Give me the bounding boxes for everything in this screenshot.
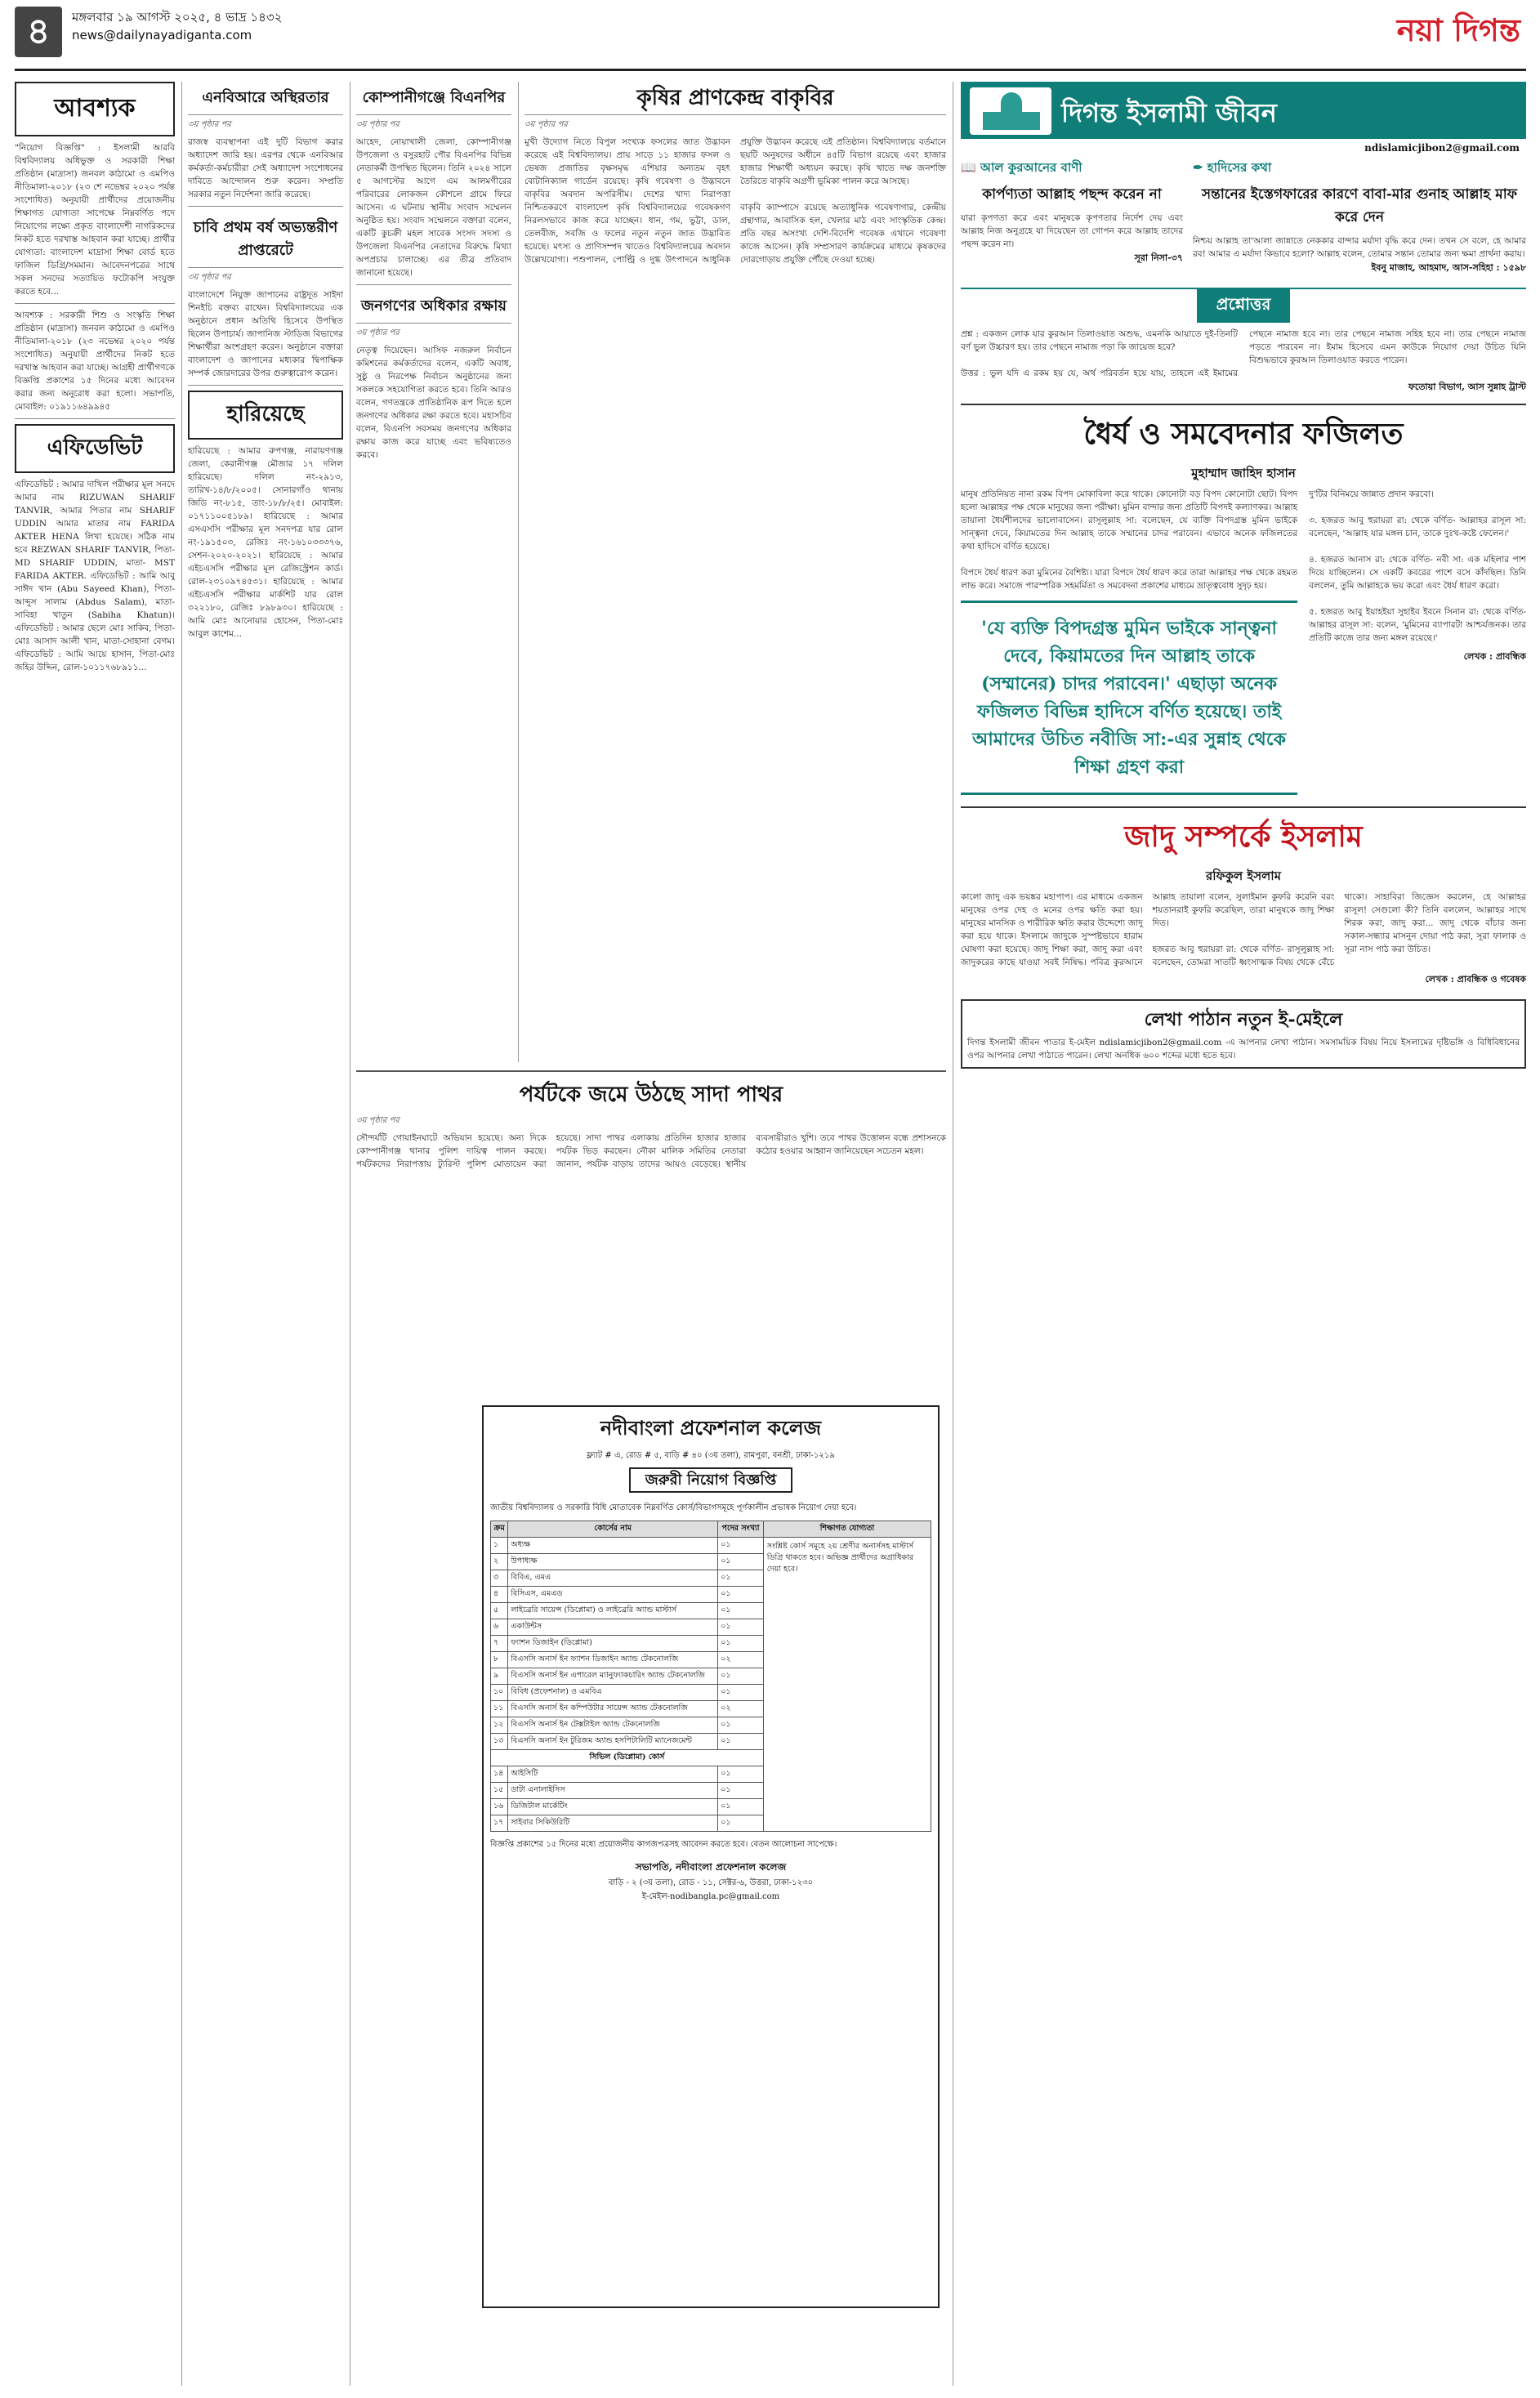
table-cell: বিএসসি অনার্স ইন কম্পিউটার সায়েন্স অ্যান্ড টেকনোলজি [508,1701,718,1717]
table-cell: ১ [491,1538,508,1554]
ad-institution: নদীবাংলা প্রফেশনাল কলেজ [600,1416,822,1440]
hadith-box [1193,159,1529,276]
table-row [491,1766,764,1783]
ad-address: ফ্ল্যাট # এ, রোড # ৫, বাড়ি # ৪০ (৩য় তলা), রামপুরা, বনশ্রী, ঢাকা-১২১৯ [587,1451,835,1460]
news-column-3 [356,82,515,1062]
ad-title: জরুরী নিয়োগ বিজ্ঞপ্তি [629,1467,793,1493]
table-row [491,1685,764,1701]
table-cell: বিএসসি অনার্স ইন টুরিজম অ্যান্ড হসপিটালিটি ম্যানেজমেন্ট [508,1734,718,1750]
continuation-note: ৩য় পৃষ্ঠার পর [356,120,400,129]
article-author: রফিকুল ইসলাম [1206,869,1281,883]
islamic-life-section [961,82,1529,2386]
table-row [491,1815,764,1832]
table-cell: ১৫ [491,1783,508,1799]
hadith-title: সন্তানের ইস্তেগফারের কারণে বাবা-মার গুনাহ আল্লাহ মাফ করে দেন [1201,186,1518,226]
table-row [491,1538,764,1554]
table-row [491,1587,764,1603]
table-cell: ০১ [718,1554,764,1570]
headline-companiganj: কোম্পানীগঞ্জে বিএনপির [356,82,511,115]
continuation-note: ৩য় পৃষ্ঠার পর [188,120,231,129]
page-number: ৪ [15,7,62,57]
table-cell: ৮ [491,1652,508,1668]
headline-nbr: এনবিআরে অস্থিরতার [188,82,343,115]
book-icon-label: 📖 আল কুরআনের বাণী [961,160,1082,175]
ad-intro: জাতীয় বিশ্ববিদ্যালয় ও সরকারি বিধি মোতাবেক নিম্নবর্ণিত কোর্স/বিভাগসমূহে পূর্ণকালীন প্রভাষক নিয়োগ দেয়া হবে। [490,1503,857,1512]
ad-signoff: সভাপতি, নদীবাংলা প্রফেশনাল কলেজ [635,1861,787,1873]
job-advertisement [482,1405,940,2308]
notice-text: "নিয়োগ বিজ্ঞপ্তি" : ইসলামী আরবি বিশ্ববিদ্যালয় অধিভুক্ত ও সরকারী শিক্ষা প্রতিষ্ঠান (মাদ্রাসা) জনবল কাঠামো ও এমপিও নীতিমালা-২০১৮ (২৩ শে নভেম্বর ২০২০ পর্যন্ত সংশোধিত) অনুযায়ী প্রার্থীদের প্রয়োজনীয় শিক্ষাগত যোগ্যতা সাপেক্ষে নিম্নবর্ণিত পদে নিয়োগের লক্ষ্যে প্রকৃত বাংলাদেশী নাগরিকদের নিকট হতে দরখাস্ত আহবান করা যাচ্ছে। প্রার্থীর যোগ্যতা: বাংলাদেশ মাদ্রাসা শিক্ষা বোর্ড হতে ফাজিল ডিগ্রি/সমমান। আবেদনপত্রের সাথে সকল সনদের সত্যায়িত ফটোকপি সংযুক্ত করতে হবে... [15,143,178,297]
article-author: মুহাম্মাদ জাহিদ হাসান [1191,466,1296,480]
send-article-title: লেখা পাঠান নতুন ই-মেইলে [1144,1009,1343,1030]
news-column-2 [188,82,346,2386]
table-cell: ০১ [718,1603,764,1619]
table-cell: ১৩ [491,1734,508,1750]
table-row [491,1636,764,1652]
table-cell: বিএসসি অনার্স ইন এপারেল ম্যানুফ্যাকচারিং অ্যান্ড টেকনোলজি [508,1668,718,1685]
affidavit-text: এফিডেভিট : আমার দাখিল পরীক্ষার মূল সনদে আমার নাম RIZUWAN SHARIF TANVIR, আমার পিতার নাম SHARIF UDDIN আমার মাতার নাম FARIDA AKTER HENA লিখা হয়েছে। সঠিক নাম হবে REZWAN SHARIF TANVIR, পিতা- MD SHARIF UDDIN, মাতা- MST FARIDA AKTER. এফিডেভিট : আমি আবু সাঈদ খান (Abu Sayeed Khan), পিতা- আব্দুস সালাম (Abdus Salam), মাতা- সাবিহা খাতুন (Sabiha Khatun)। এফিডেভিট : আমার ছেলে মোঃ সাকিব, পিতা-মোঃ আসাদ আলী খান, মাতা-সোহানা বেগম। এফিডেভিট : আমি আয়ে হাসান, পিতা-মোঃ জহির উদ্দিন, রোল-১০১১৭৬৮৯১১... [15,480,178,672]
table-cell: ৪ [491,1587,508,1603]
hadith-text: নিশ্চয় আল্লাহ তা'আলা জান্নাতে নেককার বান্দার মর্যাদা বৃদ্ধি করে দেন। তখন সে বলে, হে আমার রব! আমার এ মর্যাদা কিভাবে হলো? আল্লাহ বলেন, তোমার সন্তান তোমার জন্য ক্ষমা প্রার্থনা করায়। [1193,236,1529,259]
news-story-sada-pathor [356,1078,949,1389]
article-body: দু'টির বিনিময়ে জান্নাত প্রদান করবো। ৩. হজরত আবু হুরায়রা রা: থেকে বর্ণিত- আল্লাহর রাসূল সা: বলেছেন, 'আল্লাহ যার মঙ্গল চান, তাকে দুঃখ-কষ্টে ফেলেন।' ৪. হজরত আনাস রা: থেকে বর্ণিত- নবী সা: এক মহিলার পাশ দিয়ে যাচ্ছিলেন। সে একটি কবরের পাশে বসে কাঁদছিল। তিনি বললেন, তুমি আল্লাহকে ভয় করো এবং ধৈর্য ধারণ করো। ৫. হজরত আবু ইয়াহইয়া সুহাইব ইবনে সিনান রা: থেকে বর্ণিত- আল্লাহর রাসূল সা: বলেন, 'মুমিনের ব্যাপারটা আশ্চর্যজনক। তার প্রতিটি কাজে তার জন্য মঙ্গল রয়েছে।' [1309,489,1526,643]
table-row [491,1783,764,1799]
table-cell: ০১ [718,1685,764,1701]
table-cell: ০২ [718,1701,764,1717]
table-cell: বিবিধ (প্রফেশনাল) ও এমবিএ [508,1685,718,1701]
masthead-logo: নয়া দিগন্ত [1396,11,1520,48]
author-tag: লেখক : প্রাবন্ধিক ও গবেষক [1425,974,1526,985]
article-body: মুখী উদ্যোগ নিতে বিপুল সংখ্যক ফসলের জাত উদ্ভাবন করেছে এই বিশ্ববিদ্যালয়। প্রায় সাড়ে ১১ হাজার ফসল ও ভেষজ প্রজাতির বৃক্ষসমৃদ্ধ এশিয়ার অন্যতম বৃহৎ বোটানিক্যাল গার্ডেন রয়েছে। কৃষি গবেষণা ও উদ্ভাবনে বাকৃবির অবদান অপরিসীম। দেশের খাদ্য নিরাপত্তা নিশ্চিতকরণে বাংলাদেশ কৃষি বিশ্ববিদ্যালয়ের গবেষকগণ নিরলসভাবে কাজ করে যাচ্ছেন। ধান, গম, ভুট্টা, ডাল, তেলবীজ, সবজি ও ফলের নতুন নতুন জাত উদ্ভাবিত হয়েছে। মৎস্য ও প্রাণিসম্পদ খাতেও বিশ্ববিদ্যালয়ের অবদান উল্লেখযোগ্য। পশুপালন, পোল্ট্রি ও দুগ্ধ উৎপাদনে আধুনিক প্রযুক্তি উদ্ভাবন করেছে এই প্রতিষ্ঠান। বিশ্ববিদ্যালয়ে বর্তমানে ছয়টি অনুষদের অধীনে ৪৫টি বিভাগ রয়েছে এবং হাজার হাজার শিক্ষার্থী অধ্যয়ন করছে। কৃষি খাতে দক্ষ জনশক্তি তৈরিতে বাকৃবি অগ্রণী ভূমিকা পালন করে আসছে। বাকৃবি ক্যাম্পাসে রয়েছে অত্যাধুনিক গবেষণাগার, কেন্দ্রীয় গ্রন্থাগার, আবাসিক হল, খেলার মাঠ এবং সাংস্কৃতিক কেন্দ্র। প্রতি বছর অসংখ্য দেশি-বিদেশি গবেষক এখানে গবেষণা কাজে আসেন। কৃষি সম্প্রসারণ কার্যক্রমের মাধ্যমে কৃষকদের দোরগোড়ায় প্রযুক্তি পৌঁছে দেওয়া হচ্ছে। [524,137,946,265]
section-email[interactable]: ndislamicjibon2@gmail.com [1364,142,1520,154]
quran-title: কার্পণ্যতা আল্লাহ পছন্দ করেন না [982,186,1162,203]
column-rule [518,82,519,1062]
article-body: মানুষ প্রতিনিয়ত নানা রকম বিপদ মোকাবিলা করে থাকে। কোনোটা বড় বিপদ কোনোটা ছোট। বিপদ হলো আল্লাহর পক্ষ থেকে মানুষের জন্য পরীক্ষা। মুমিন বান্দার জন্য প্রতিটি বিপদই কল্যাণকর। আল্লাহ তায়ালা ধৈর্যশীলদের ভালোবাসেন। রাসূলুল্লাহ সা: বলেছেন, যে ব্যক্তি বিপদগ্রস্ত মুমিন ভাইকে সান্ত্বনা দেবে, কিয়ামতের দিন আল্লাহ তাকে সম্মানের চাদর পরাবেন। এভাবে অনেক ফজিলতের কথা হাদিসে বর্ণিত হয়েছে। বিপদে ধৈর্য ধারণ করা মুমিনের বৈশিষ্ট্য। যারা বিপদে ধৈর্য ধারণ করে তারা আল্লাহর পক্ষ থেকে রহমত লাভ করে। সমাজে পারস্পরিক সহমর্মিতা ও সমবেদনা প্রকাশের মাধ্যমে ভ্রাতৃত্ববোধ সুদৃঢ় হয়। [961,489,1298,591]
pull-quote: 'যে ব্যক্তি বিপদগ্রস্ত মুমিন ভাইকে সান্ত্বনা দেবে, কিয়ামতের দিন আল্লাহ তাকে (সম্মানের) চাদর পরাবেন।' এছাড়া অনেক ফজিলত বিভিন্ন হাদিসে বর্ণিত হয়েছে। তাই আমাদের উচিত নবীজি সা:-এর সুন্নাহ থেকে শিক্ষা গ্রহণ করা [961,601,1297,795]
article-body: সৌন্দর্যটি গোয়াইনঘাটে অভিযান হয়েছে। অন্য দিকে কোম্পানীগঞ্জ থানার পুলিশ দায়িত্ব পালন করছে। পর্যটকদের নিরাপত্তায় ট্যুরিস্ট পুলিশ মোতায়েন করা হয়েছে। সাদা পাথর এলাকায় প্রতিদিন হাজার হাজার পর্যটক ভিড় করছেন। নৌকা মালিক সমিতির নেতারা জানান, পর্যটক বাড়ায় তাদের আয়ও বেড়েছে। স্থানীয় ব্যবসায়ীরাও খুশি। তবে পাথর উত্তোলন বন্ধে প্রশাসনকে কঠোর হওয়ার আহ্বান জানিয়েছেন সচেতন মহল। [356,1133,949,1169]
table-cell: ৩ [491,1570,508,1587]
vacancy-table [490,1521,764,1832]
table-subheader [491,1750,764,1766]
table-cell: ০১ [718,1734,764,1750]
table-row [491,1619,764,1636]
table-cell: ০১ [718,1538,764,1554]
article-body: রাজস্ব ব্যবস্থাপনা এই দুটি বিভাগ করার অধ্যাদেশ জারি হয়। এরপর থেকে এনবিআর কর্মকর্তা-কর্মচারীরা সেই অধ্যাদেশ সংশোধনের দাবিতে আন্দোলন শুরু করেন। সম্প্রতি সরকার নতুন নির্দেশনা জারি করেছে। [188,137,346,199]
table-cell: ০১ [718,1815,764,1832]
contact-email[interactable]: news@dailynayadiganta.com [72,28,252,42]
headline-chabi: চাবি প্রথম বর্ষ অভ্যন্তরীণ প্রাপ্তরেটে [188,212,343,268]
quran-box [961,159,1186,276]
article-body: কালো জাদু এক ভয়ঙ্কর মহাপাপ। এর মাধ্যমে একজন মানুষের ওপর দেহ ও মনের ওপর ক্ষতি করা হয়। মানুষের মানসিক ও শারীরিক ক্ষতি করার উদ্দেশ্যে জাদু করা হয়ে থাকে। ইসলামে জাদুকে সুস্পষ্টভাবে হারাম ঘোষণা করা হয়েছে। জাদু শিক্ষা করা, জাদু করা এবং জাদুকরের কাছে যাওয়া সবই নিষিদ্ধ। পবিত্র কুরআনে আল্লাহ তায়ালা বলেন, সুলাইমান কুফরি করেনি বরং শয়তানরাই কুফরি করেছিল, তারা মানুষকে জাদু শিক্ষা দিত। হজরত আবু হুরায়রা রা: থেকে বর্ণিত- রাসূলুল্লাহ সা: বলেছেন, তোমরা সাতটি ধ্বংসাত্মক বিষয় থেকে বেঁচে থাকো। সাহাবিরা জিজ্ঞেস করলেন, হে আল্লাহর রাসূল! সেগুলো কী? তিনি বললেন, আল্লাহর সাথে শিরক করা, জাদু করা... জাদু থেকে বাঁচার জন্য সকাল-সন্ধ্যার মাসনুন দোয়া পাঠ করা, সূরা ফালাক ও সূরা নাস পাঠ করা উচিত। [961,892,1526,967]
table-cell: ০১ [718,1717,764,1734]
hadith-reference: ইবনু মাজাহ, আহমাদ, আস-সহিহা : ১৫৯৮ [1371,262,1526,273]
table-cell: অধ্যক্ষ [508,1538,718,1554]
section-title-lost: হারিয়েছে [188,391,343,440]
table-header: শিক্ষাগত যোগ্যতা [764,1521,931,1538]
quran-text: যারা কৃপণতা করে এবং মানুষকে কৃপণতার নির্দেশ দেয় এবং আল্লাহ নিজ অনুগ্রহে যা দিয়েছেন তা গোপন করে আল্লাহ তাদের পছন্দ করেন না। [961,213,1186,249]
section-title: দিগন্ত ইসলামী জীবন [1061,97,1277,128]
table-cell: ১২ [491,1717,508,1734]
hadith-label: ✒ হাদিসের কথা [1193,160,1272,175]
section-title-abosshok: আবশ্যক [15,82,175,136]
table-row [491,1734,764,1750]
table-cell: ৫ [491,1603,508,1619]
table-cell: আইসিটি [508,1766,718,1783]
header-rule [15,69,1526,71]
table-cell: ০১ [718,1799,764,1815]
table-cell: ০১ [718,1619,764,1636]
headline-bau: কৃষির প্রাণকেন্দ্র বাকৃবির [524,82,946,115]
table-cell: উপাধ্যক্ষ [508,1554,718,1570]
ad-note: বিজ্ঞপ্তি প্রকাশের ১৫ দিনের মধ্যে প্রয়োজনীয় কাগজপত্রসহ আবেদন করতে হবে। বেতন আলোচনা সাপেক্ষে। [490,1840,837,1849]
article-body: বাংলাদেশে নিযুক্ত জাপানের রাষ্ট্রদূত সাইদা শিনইচি বক্তব্য রাখেন। বিশ্ববিদ্যালয়ের এক অনুষ্ঠানে প্রধান অতিথি হিসেবে উপস্থিত ছিলেন উপাচার্য। জাপানিজ স্টাডিজ বিভাগের শিক্ষার্থীরা অংশগ্রহণ করেন। অনুষ্ঠানে বক্তারা বাংলাদেশ ও জাপানের মধ্যকার দ্বিপাক্ষিক সম্পর্ক জোরদারের উপর গুরুত্বারোপ করেন। [188,290,346,378]
table-cell: ফ্যাশন ডিজাইন (ডিপ্লোমা) [508,1636,718,1652]
table-cell: বিএসসি অনার্স ইন টেক্সটাইল অ্যান্ড টেকনোলজি [508,1717,718,1734]
table-cell: ১৬ [491,1799,508,1815]
qualification-text: সংশ্লিষ্ট কোর্স সমূহে ২য় শ্রেণীর অনার্সসহ মাস্টার্স ডিগ্রি থাকতে হবে। অভিজ্ঞ প্রার্থীদের অগ্রাধিকার দেয়া হবে। [766,1542,914,1574]
table-cell: ৬ [491,1619,508,1636]
table-cell: একাউন্টস [508,1619,718,1636]
article-body: আহেদ, নোয়াখালী জেলা, কোম্পানীগঞ্জ উপজেলা ও বসুরহাট পৌর বিএনপির বিভিন্ন নেতাকর্মী উপস্থিত ছিলেন। তিনি ২০২৪ সালে ৫ আগস্টের আগে এম আলমগীরের পরিবারের লোকজন কৌশলে গ্রামে ফিরে আসেন। এ ঘটনায় স্থানীয় সংবাদ সম্মেলন অনুষ্ঠিত হয়। সংবাদ সম্মেলনে বক্তারা বলেন, একটি কুচক্রী মহল সাবেক সংসদ সদস্য ও উপজেলা বিএনপির নেতাদের বিরুদ্ধে মিথ্যা অপপ্রচার চালাচ্ছে। এর তীব্র প্রতিবাদ জানানো হয়েছে। [356,137,515,278]
table-cell: বিসিএস, এমএড [508,1587,718,1603]
table-header: কোর্সের নাম [508,1521,718,1538]
table-row [491,1570,764,1587]
table-cell: ০১ [718,1668,764,1685]
qa-label: প্রশ্নোত্তর [1197,289,1291,323]
table-row [491,1668,764,1685]
table-cell: ৭ [491,1636,508,1652]
table-cell: লাইব্রেরি সায়েন্স (ডিপ্লোমা) ও লাইব্রেরি অ্যান্ড মাস্টার্স [508,1603,718,1619]
table-cell: সিভিল (ডিপ্লোমা) কোর্স [491,1750,764,1766]
issue-date: মঙ্গলবার ১৯ আগস্ট ২০২৫, ৪ ভাদ্র ১৪৩২ [72,10,283,25]
column-rule [181,82,182,2386]
table-row [491,1554,764,1570]
table-row [491,1701,764,1717]
qa-text: প্রশ্ন : একজন লোক যার কুরআন তিলাওয়াত অশুদ্ধ, এমনকি আয়াতে দুই-তিনটি বর্ণ ভুল উচ্চারণ হয়। তার পেছনে নামাজ পড়া কি জায়েজ হবে? উত্তর : ভুল যদি এ রকম হয় যে, অর্থ পরিবর্তন হয়ে যায়, তাহলে এই ইমামের পেছনে নামাজ হবে না। তার পেছনে নামাজ সহিহ হবে না। তার পেছনে নামাজ পড়তে পারবেন না। ইমাম হিসেবে এমন কাউকে নিয়োগ দেয়া উচিত যিনি বিশুদ্ধভাবে কুরআন তিলাওয়াত করতে পারেন। [961,329,1526,378]
notice-text-2: আবশ্যক : সরকারী শিশু ও সংস্কৃতি শিক্ষা প্রতিষ্ঠান (মাদ্রাসা) জনবল কাঠামো ও এমপিও নীতিমালা-২০১৮ (২৩ নভেম্বর ২০২০ পর্যন্ত সংশোধিত) অনুযায়ী প্রার্থীদের নিকট হতে দরখাস্ত আহবান করা যাচ্ছে। আগ্রহী প্রার্থীগণকে বিজ্ঞপ্তি প্রকাশের ১৫ দিনের মধ্যে আবেদন করার জন্য অনুরোধ করা হলো। সভাপতি, মোবাইল: ০১৯১১৬৪৯৯৪৫ [15,310,178,412]
table-cell: ১১ [491,1701,508,1717]
table-cell: বিবিএ, এমএ [508,1570,718,1587]
classifieds-column [15,82,178,2386]
table-header: পদের সংখ্যা [718,1521,764,1538]
table-cell: সাইবার সিকিউরিটি [508,1815,718,1832]
lost-notices-text: হারিয়েছে : আমার রুপগঞ্জ, নারায়ণগঞ্জ জেলা, কেরানীগঞ্জ মৌজার ১৭ দলিল হারিয়েছে। দলিল নং-২৯১৩, তারিখ-১৪/৮/২০০৫। সোনারগাঁও থানায় জিডি নং-৮১৫, তাং-১৮/৮/২৫। মোবাইল: ০১৭১১০০৫১৮৯। হারিয়েছে : আমার এসএসসি পরীক্ষার মূল সনদপত্র যার রোল নং-১৯১৫০৩, রেজিঃ নং-১৬১০৩৩৩৭৬, সেশন-২০২০-২০২১। হারিয়েছে : আমার এইচএসসি পরীক্ষার মূল রেজিস্ট্রেশন কার্ড। রোল-২৩১০৯৭৪৫৩১। হারিয়েছে : আমার এইচএসসি পরীক্ষার মার্কশিট যার রোল ৩২২১৮০, রেজিঃ ৮৯৮৯৩০। হারিয়েছে : আমি মোঃ আনোয়ার হোসেন, পিতা-মোঃ আবুল কাশেম... [188,446,346,639]
qa-reference: ফতোয়া বিভাগ, আস সুন্নাহ ট্রাস্ট [1408,382,1526,392]
section-title-affidavit: এফিডেভিট [15,424,175,473]
table-cell: ডাটা এনালাইসিস [508,1783,718,1799]
table-cell: ১৪ [491,1766,508,1783]
table-row [491,1717,764,1734]
ad-signoff-email[interactable]: ই-মেইল-nodibangla.pc@gmail.com [641,1892,780,1901]
article-title: জাদু সম্পর্কে ইসলাম [1124,819,1363,854]
table-header: ক্রম [491,1521,508,1538]
table-cell: ডিজিটাল মার্কেটিং [508,1799,718,1815]
table-cell: বিএসসি অনার্স ইন ফ্যাশন ডিজাইন অ্যান্ড টেকনোলজি [508,1652,718,1668]
table-cell: ২ [491,1554,508,1570]
section-rule [356,1070,946,1072]
continuation-note: ৩য় পৃষ্ঠার পর [188,273,231,282]
send-article-text: দিগন্ত ইসলামী জীবন পাতার ই-মেইল ndislamicjibon2@gmail.com -এ আপনার লেখা পাঠান। সমসাময়িক বিষয় নিয়ে ইসলামের দৃষ্টিভঙ্গি ও বিধিবিধানের ওপর আপনার লেখা পাঠাতে পারেন। লেখা অনধিক ৬০০ শব্দের মধ্যে হতে হবে। [967,1038,1523,1061]
table-cell: ০১ [718,1766,764,1783]
table-cell: ৯ [491,1668,508,1685]
article-title: ধৈর্য ও সমবেদনার ফজিলত [1083,417,1404,451]
headline-rights: জনগণের অধিকার রক্ষায় [356,290,511,324]
table-row [491,1799,764,1815]
table-row [491,1652,764,1668]
mosque-icon [970,87,1051,135]
continuation-note: ৩য় পৃষ্ঠার পর [356,1116,400,1125]
headline-sada-pathor: পর্যটকে জমে উঠছে সাদা পাথর [519,1083,783,1107]
continuation-note: ৩য় পৃষ্ঠার পর [356,328,400,337]
quran-reference: সূরা নিসা-৩৭ [1134,252,1183,263]
author-tag: লেখক : প্রাবন্ধিক [1463,651,1526,662]
ad-signoff-address: বাড়ি - ২ (৩য় তলা), রোড - ১১, সেক্টর-৬, উত্তরা, ঢাকা-১২৩০ [608,1878,814,1887]
table-cell: ১০ [491,1685,508,1701]
table-cell: ০২ [718,1652,764,1668]
continuation-note: ৩য় পৃষ্ঠার পর [524,120,568,129]
table-cell: ০১ [718,1587,764,1603]
table-cell: ০১ [718,1783,764,1799]
table-cell: ০১ [718,1636,764,1652]
table-cell: ০১ [718,1570,764,1587]
table-cell: ১৭ [491,1815,508,1832]
article-body: নেতৃত্ব দিয়েছেন। আসিফ নজরুল নির্বাচন কমিশনের কর্মকর্তাদের বলেন, একটি অবাধ, সুষ্ঠু ও নিরপেক্ষ নির্বাচন অনুষ্ঠানের জন্য সকলকে সহযোগিতা করতে হবে। তিনি আরও বলেন, গণতন্ত্রকে প্রাতিষ্ঠানিক রূপ দিতে হলে জনগণের অধিকার রক্ষা করতে হবে। মহাসচিব বলেন, বিএনপি সবসময় জনগণের অধিকার রক্ষায় কাজ করে যাচ্ছে এবং ভবিষ্যতেও করবে। [356,346,515,460]
section-banner [961,82,1526,139]
table-row [491,1603,764,1619]
